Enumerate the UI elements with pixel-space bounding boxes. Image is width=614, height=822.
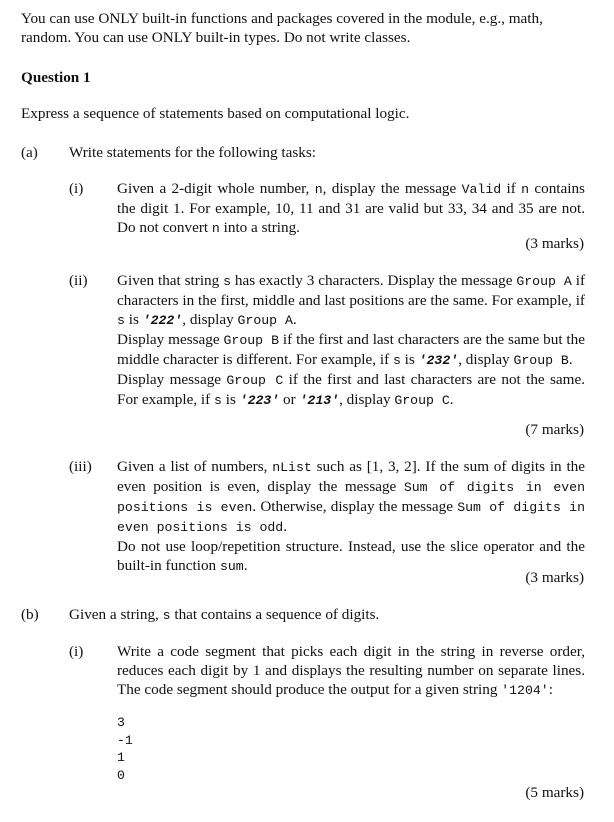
- part-a-i-text: Given a 2-digit whole number, n, display the message Valid if n contains the digit 1. For example, 10, 11 and 31 are valid but 33, 34 and 35 are not. Do not convert n into a string.: [117, 180, 585, 236]
- part-a-iii-marks: (3 marks): [525, 569, 584, 586]
- output-line: -1: [117, 732, 133, 748]
- part-a-ii-para-3: Display message Group C if the first and last characters are not the same. For example, if s is '223' or '213', display Group C.: [117, 371, 585, 408]
- part-b-label: (b): [21, 606, 39, 623]
- part-b-i-output: [117, 714, 133, 784]
- output-line: 0: [117, 767, 125, 783]
- part-a-ii-para-1: Given that string s has exactly 3 characters. Display the message Group A if characters in the first, middle and last positions are the same. For example, if s is '222', display Group A.: [117, 272, 585, 328]
- part-a-heading: Write statements for the following tasks:: [69, 144, 316, 161]
- part-a-ii-marks: (7 marks): [525, 421, 584, 438]
- output-line: 1: [117, 750, 125, 765]
- part-a-ii-text: [117, 271, 585, 410]
- part-b-heading: Given a string, s that contains a sequence of digits.: [69, 606, 380, 623]
- intro-line-2: random. You can use ONLY built-in types. Do not write classes.: [21, 29, 411, 46]
- part-a-label: (a): [21, 144, 38, 161]
- part-a-ii-label: (ii): [69, 272, 88, 289]
- intro-text: [21, 9, 587, 47]
- part-a-iii-para-1: Given a list of numbers, nList such as [1, 3, 2]. If the sum of digits in the even position is even, display the message Sum of digits in even positions is even. Otherwise, display the message Sum of digits in even positions is odd.: [117, 458, 585, 535]
- part-a-ii-para-2: Display message Group B if the first and last characters are the same but the middle character is different. For example, if s is '232', display Group B.: [117, 331, 585, 368]
- question-title: Question 1: [21, 69, 91, 86]
- part-a-iii-label: (iii): [69, 458, 92, 475]
- part-b-i-text: Write a code segment that picks each digit in the string in reverse order, reduces each digit by 1 and displays the resulting number on separate lines. The code segment should produce the output for a given string '1204':: [117, 643, 585, 698]
- part-a-i-label: (i): [69, 180, 84, 197]
- question-description: Express a sequence of statements based on computational logic.: [21, 105, 410, 122]
- part-a-i-marks: (3 marks): [525, 235, 584, 252]
- part-a-iii-text: [117, 457, 585, 576]
- part-b-i-marks: (5 marks): [525, 784, 584, 801]
- part-b-i-label: (i): [69, 643, 84, 660]
- output-line: 3: [117, 715, 125, 730]
- part-a-iii-para-2: Do not use loop/repetition structure. Instead, use the slice operator and the built-in function sum.: [117, 538, 585, 574]
- intro-line-1: You can use ONLY built-in functions and packages covered in the module, e.g., math,: [21, 10, 543, 27]
